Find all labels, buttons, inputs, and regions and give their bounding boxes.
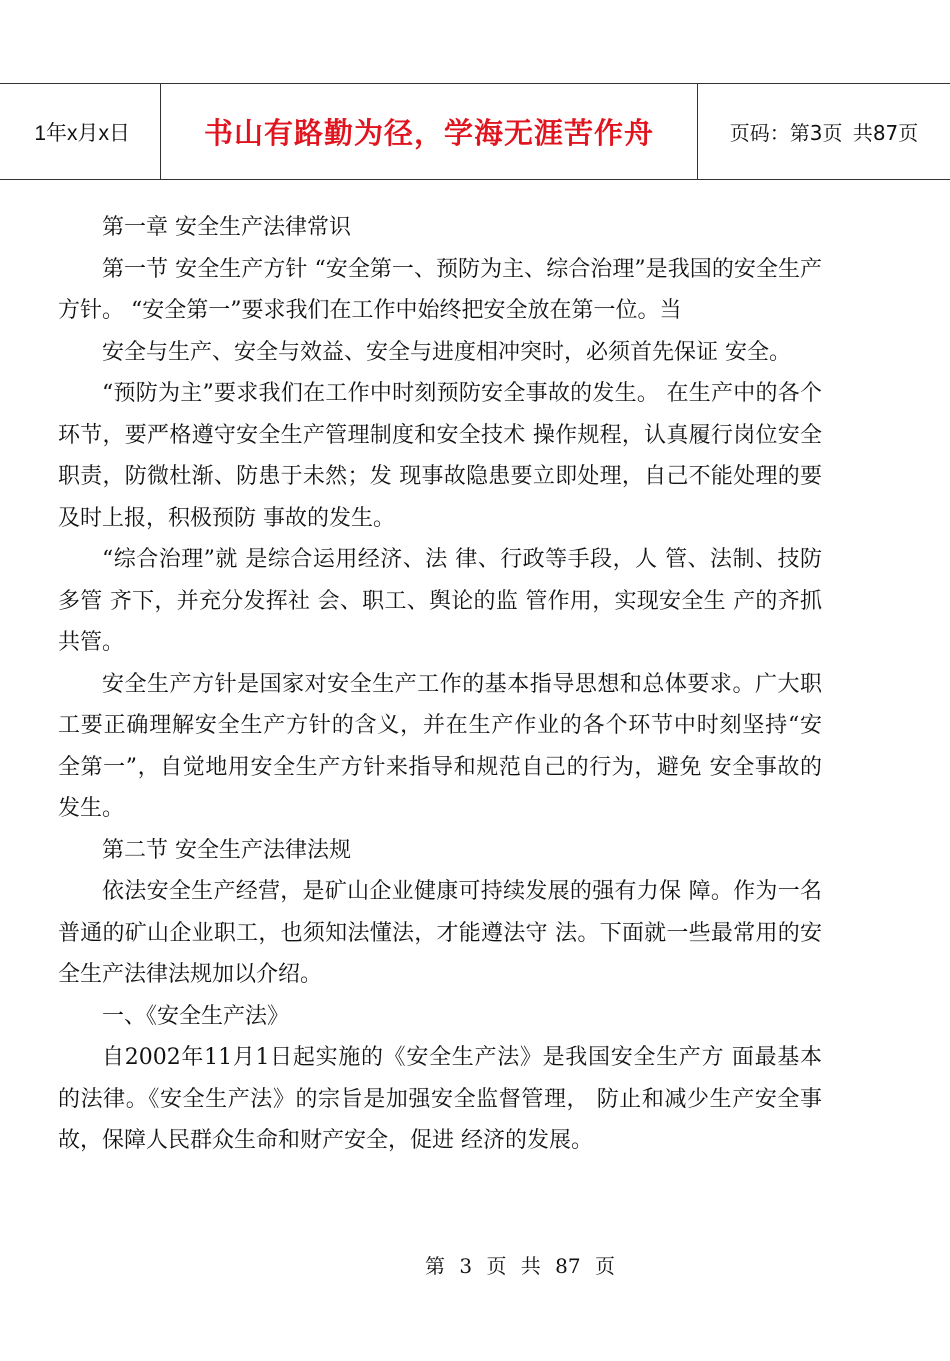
page-header: [0, 83, 950, 180]
body-paragraph: 自2002年11月1日起实施的《安全生产法》是我国安全生产方 面最基本的法律。《安全生产法》的宗旨是加强安全监督管理， 防止和减少生产安全事故，保障人民群众生命和财产安全，促进 经济的发展。: [58, 1045, 822, 1153]
page-footer: [0, 1250, 950, 1279]
body-paragraph: 安全生产方针是国家对安全生产工作的基本指导思想和总体要求。广大职工要正确理解安全生产方针的含义，并在生产作业的各个环节中时刻坚持“安 全第一”，自觉地用安全生产方针来指导和规范自己的行为，避免 安全事故的发生。: [58, 671, 822, 821]
body-paragraph: 依法安全生产经营，是矿山企业健康可持续发展的强有力保 障。作为一名普通的矿山企业职工，也须知法懂法，才能遵法守 法。下面就一些最常用的安全生产法律法规加以介绍。: [58, 879, 822, 987]
footer-page-number: 第 3 页 共 87 页: [425, 1254, 615, 1278]
body-paragraph: “综合治理”就 是综合运用经济、法 律、行政等手段，人 管、法制、技防多管 齐下，并充分发挥社 会、职工、舆论的监 管作用，实现安全生 产的齐抓共管。: [58, 547, 822, 655]
header-page-code: 页码：第3页 共87页: [729, 121, 919, 145]
subsection-heading: 一、《安全生产法》: [102, 1003, 290, 1029]
header-date: 1年x月x日: [0, 84, 161, 179]
document-body: [58, 207, 822, 1162]
header-motto: 书山有路勤为径，学海无涯苦作舟: [161, 84, 698, 179]
body-paragraph: “预防为主”要求我们在工作中时刻预防安全事故的发生。 在生产中的各个环节，要严格遵守安全生产管理制度和安全技术 操作规程，认真履行岗位安全职责，防微杜渐、防患于未然；发 现事故隐患要立即处理，自己不能处理的要及时上报，积极预防 事故的发生。: [58, 381, 822, 531]
section-heading: 第二节 安全生产法律法规: [102, 837, 351, 863]
body-paragraph: 安全与生产、安全与效益、安全与进度相冲突时，必须首先保证 安全。: [102, 339, 791, 365]
body-paragraph: 第一节 安全生产方针 “安全第一、预防为主、综合治理”是我国的安全生产方针。 “安全第一”要求我们在工作中始终把安全放在第一位。当: [58, 256, 822, 323]
chapter-heading: 第一章 安全生产法律常识: [102, 215, 351, 240]
